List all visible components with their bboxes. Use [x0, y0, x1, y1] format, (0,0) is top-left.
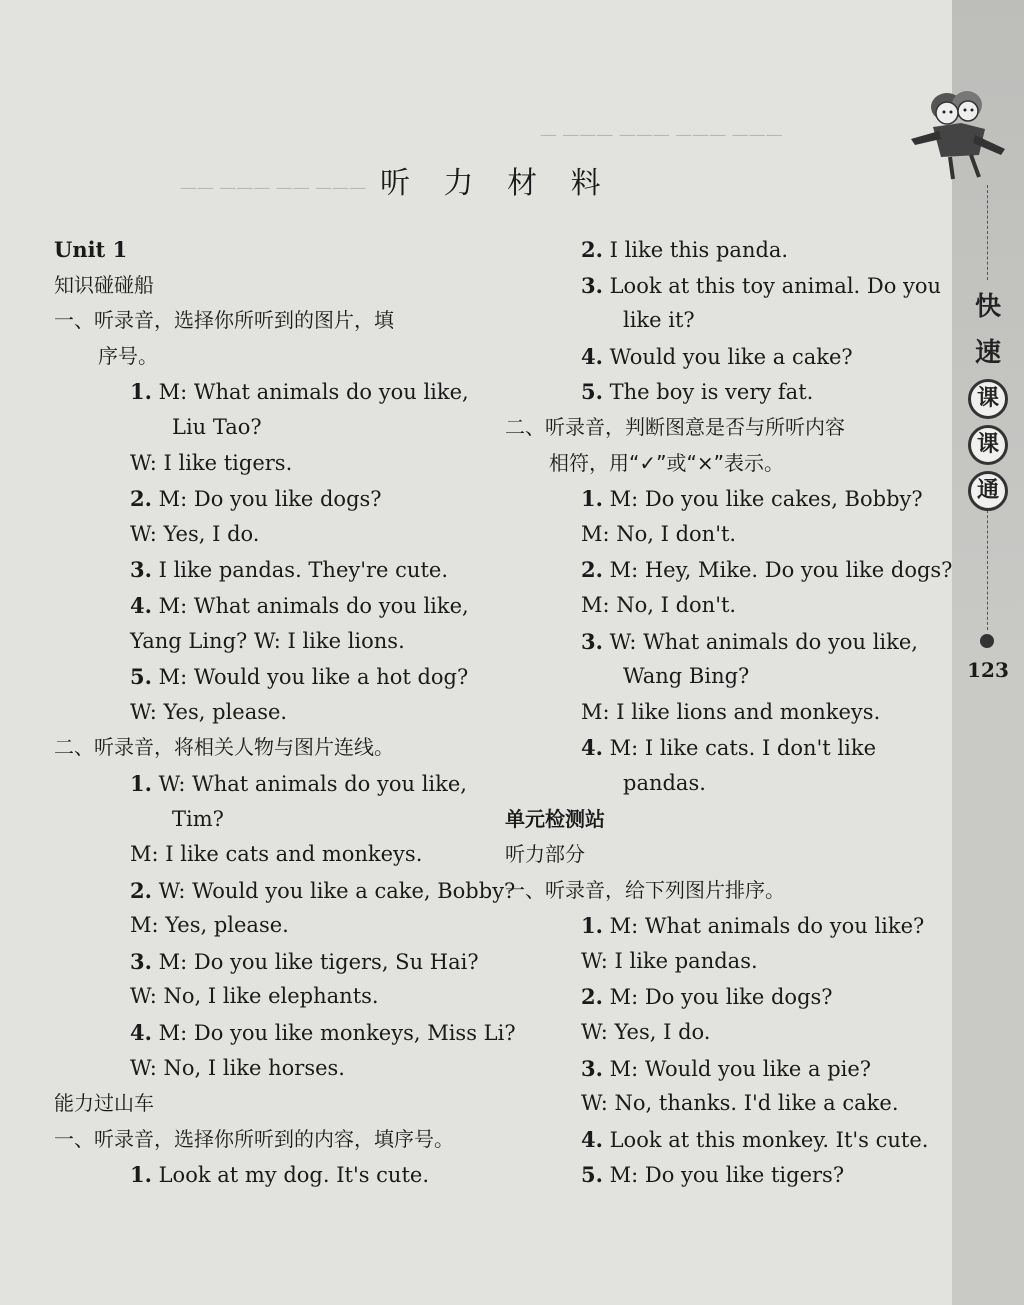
line-text: Unit 1: [54, 237, 128, 262]
text-line: [505, 1086, 925, 1122]
line-text: W: I like tigers.: [130, 450, 293, 475]
text-line: [54, 766, 474, 802]
text-line: [54, 232, 474, 268]
text-line: [505, 1122, 929, 1158]
text-line: [54, 1086, 474, 1122]
bleed-through-text: — ——— ——— ——— ———: [540, 125, 783, 145]
item-number: 1.: [581, 913, 603, 939]
item-number: 3.: [581, 272, 603, 298]
line-text: 相符，用“✓”或“×”表示。: [549, 450, 784, 475]
line-text: 知识碰碰船: [54, 272, 154, 297]
text-line: [54, 588, 474, 624]
line-text: M: What animals do you like,: [151, 380, 469, 405]
item-number: 5.: [581, 379, 603, 405]
item-number: 4.: [130, 1020, 152, 1046]
page-number-dot: [980, 634, 994, 648]
text-line: [505, 873, 925, 909]
text-line: [54, 908, 474, 944]
line-text: like it?: [623, 308, 695, 333]
text-line: [54, 552, 474, 588]
line-text: M: Hey, Mike. Do you like dogs?: [602, 558, 953, 583]
line-text: M: What animals do you like?: [602, 914, 925, 939]
line-text: W: No, thanks. I'd like a cake.: [581, 1091, 899, 1116]
text-line: [505, 552, 953, 588]
text-line: [505, 802, 925, 838]
item-number: 1.: [130, 1162, 152, 1188]
text-line: [505, 979, 925, 1015]
item-number: 2.: [581, 557, 603, 583]
line-text: 听力部分: [505, 842, 585, 867]
line-text: W: No, I like elephants.: [130, 984, 379, 1009]
line-text: M: I like lions and monkeys.: [581, 699, 881, 724]
line-text: M: What animals do you like,: [151, 593, 469, 618]
text-line: [54, 374, 474, 410]
line-text: Yang Ling? W: I like lions.: [130, 628, 405, 653]
line-text: Look at this monkey. It's cute.: [602, 1127, 929, 1152]
line-text: M: No, I don't.: [581, 521, 737, 546]
line-text: 一、听录音，选择你所听到的内容，填序号。: [54, 1126, 454, 1151]
text-line: [505, 268, 942, 304]
text-line: [505, 695, 925, 731]
text-line: [54, 659, 474, 695]
line-text: Would you like a cake?: [602, 344, 853, 369]
line-text: I like this panda.: [602, 238, 789, 262]
line-text: M: Would you like a hot dog?: [151, 665, 469, 690]
line-text: M: Do you like cakes, Bobby?: [602, 487, 923, 512]
item-number: 2.: [581, 984, 603, 1010]
cartoon-kids-icon: [905, 75, 1015, 185]
line-text: M: I like cats and monkeys.: [130, 842, 423, 867]
text-line: [505, 339, 925, 375]
line-text: M: Would you like a pie?: [602, 1056, 872, 1081]
line-text: Tim?: [172, 806, 224, 831]
line-text: Look at my dog. It's cute.: [151, 1163, 429, 1188]
line-text: M: Do you like monkeys, Miss Li?: [151, 1021, 516, 1046]
line-text: 一、听录音，给下列图片排序。: [505, 877, 785, 902]
text-line: [54, 802, 474, 838]
brand-char: 课: [968, 425, 1008, 465]
text-line: [54, 730, 474, 766]
sidebar-dashed-line-bottom: [987, 500, 988, 630]
item-number: 2.: [130, 877, 152, 903]
item-number: 2.: [581, 237, 603, 262]
line-text: 二、听录音，将相关人物与图片连线。: [54, 735, 394, 760]
text-line: [54, 944, 479, 980]
line-text: 一、听录音，选择你所听到的图片，填: [54, 308, 394, 333]
text-line: [54, 1015, 516, 1051]
line-text: W: No, I like horses.: [130, 1055, 345, 1080]
text-line: [54, 873, 516, 909]
text-line: [54, 1051, 474, 1087]
brand-char: 课: [968, 379, 1008, 419]
text-line: [54, 303, 474, 339]
item-number: 2.: [130, 486, 152, 512]
line-text: W: I like pandas.: [581, 948, 758, 973]
bleed-through-text: —— ——— —— ———: [180, 178, 367, 198]
line-text: 单元检测站: [505, 806, 605, 831]
line-text: M: Do you like dogs?: [602, 985, 833, 1010]
line-text: 二、听录音，判断图意是否与所听内容: [505, 414, 845, 439]
item-number: 3.: [581, 628, 603, 654]
text-line: [505, 410, 925, 446]
item-number: 5.: [130, 664, 152, 690]
line-text: M: Do you like tigers?: [602, 1163, 845, 1188]
line-text: M: I like cats. I don't like: [602, 736, 876, 761]
text-line: [505, 766, 925, 802]
text-line: [505, 232, 925, 268]
text-line: [505, 517, 925, 553]
text-line: [54, 339, 474, 375]
line-text: Liu Tao?: [172, 414, 262, 439]
line-text: W: What animals do you like,: [602, 629, 918, 654]
page-number: 123: [967, 658, 1009, 682]
item-number: 4.: [581, 1126, 603, 1152]
page-title: 听 力 材 料: [380, 166, 613, 201]
text-line: [505, 837, 925, 873]
line-text: pandas.: [623, 770, 706, 795]
text-line: [505, 624, 925, 660]
line-text: 能力过山车: [54, 1091, 154, 1116]
line-text: W: What animals do you like,: [151, 771, 467, 796]
text-line: [505, 303, 925, 339]
text-line: [54, 481, 474, 517]
text-line: [505, 659, 925, 695]
item-number: 3.: [581, 1055, 603, 1081]
item-number: 1.: [581, 486, 603, 512]
text-line: [505, 908, 925, 944]
brand-char: 通: [968, 471, 1008, 511]
text-line: [505, 374, 925, 410]
text-line: [54, 1122, 474, 1158]
line-text: Wang Bing?: [623, 664, 750, 689]
text-line: [54, 695, 474, 731]
brand-vertical-title: [964, 285, 1012, 517]
text-line: [54, 446, 474, 482]
text-line: [505, 1015, 925, 1051]
line-text: W: Would you like a cake, Bobby?: [151, 878, 516, 903]
line-text: M: Do you like dogs?: [151, 487, 382, 512]
item-number: 1.: [130, 770, 152, 796]
text-line: [505, 481, 925, 517]
text-line: [505, 1157, 925, 1193]
brand-char: 速: [974, 338, 1001, 368]
text-line: [54, 268, 474, 304]
item-number: 4.: [581, 735, 603, 761]
right-column: [505, 232, 953, 1193]
line-text: M: Yes, please.: [130, 913, 289, 938]
text-line: [54, 1157, 474, 1193]
line-text: I like pandas. They're cute.: [151, 558, 448, 583]
line-text: M: Do you like tigers, Su Hai?: [151, 949, 479, 974]
text-line: [505, 944, 925, 980]
item-number: 3.: [130, 948, 152, 974]
line-text: 序号。: [98, 343, 158, 368]
text-line: [505, 588, 925, 624]
text-line: [54, 517, 474, 553]
text-line: [505, 1051, 925, 1087]
line-text: W: Yes, please.: [130, 699, 288, 724]
text-line: [505, 730, 925, 766]
sidebar-dashed-line-top: [987, 185, 988, 280]
text-line: [54, 624, 474, 660]
line-text: W: Yes, I do.: [130, 521, 260, 546]
item-number: 5.: [581, 1162, 603, 1188]
line-text: M: No, I don't.: [581, 592, 737, 617]
item-number: 4.: [581, 343, 603, 369]
text-line: [505, 446, 925, 482]
line-text: Look at this toy animal. Do you: [602, 273, 942, 298]
item-number: 4.: [130, 592, 152, 618]
item-number: 3.: [130, 557, 152, 583]
text-line: [54, 979, 474, 1015]
line-text: The boy is very fat.: [602, 380, 814, 405]
text-line: [54, 410, 474, 446]
left-column: [54, 232, 516, 1193]
item-number: 1.: [130, 379, 152, 405]
text-line: [54, 837, 474, 873]
brand-char: 快: [974, 292, 1001, 322]
line-text: W: Yes, I do.: [581, 1020, 711, 1045]
